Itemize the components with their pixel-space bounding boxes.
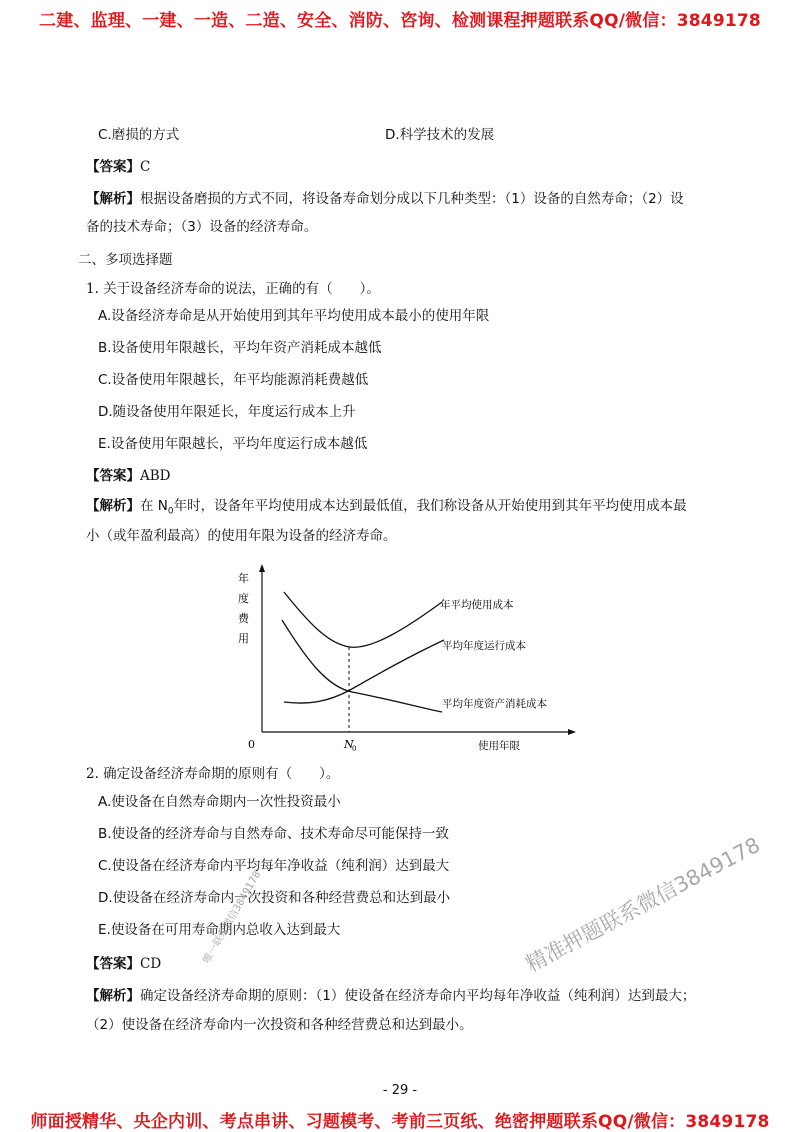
q1-analysis-line2: 小（或年盈利最高）的使用年限为设备的经济寿命。 [86, 528, 397, 544]
cost-curve-diagram [228, 562, 578, 758]
curve-label-operating: 平均年度运行成本 [442, 640, 526, 652]
annual-avg-cost-curve [284, 592, 442, 647]
prev-analysis-line1 [86, 190, 684, 208]
analysis-label: 【解析】 [86, 498, 140, 514]
q1-option-b: B.设备使用年限越长，平均年资产消耗成本越低 [98, 340, 382, 356]
footer-banner: 师面授精华、央企内训、考点串讲、习题模考、考前三页纸、绝密押题联系QQ/微信：3849178 [30, 1112, 770, 1132]
q1-option-a: A.设备经济寿命是从开始使用到其年平均使用成本最小的使用年限 [98, 308, 490, 324]
prev-option-d: D.科学技术的发展 [385, 127, 495, 143]
q2-option-d: D.使设备在经济寿命内一次投资和各种经营费总和达到最小 [98, 890, 451, 906]
analysis-sub: 0 [167, 506, 174, 517]
watermark-small: 唯一联系微信3849178 [201, 869, 264, 966]
q2-analysis-line1 [86, 987, 695, 1005]
page-number: - 29 - [382, 1083, 418, 1098]
prev-option-c: C.磨损的方式 [98, 127, 180, 143]
analysis-label: 【解析】 [86, 988, 140, 1004]
x-axis-label: 使用年限 [478, 740, 520, 752]
y-label-char-2: 度 [238, 592, 249, 605]
prev-answer [86, 158, 150, 176]
n0-subscript: 0 [352, 745, 357, 753]
answer-value: ABD [140, 468, 171, 484]
watermark-large: 精准押题联系微信3849178 [521, 832, 765, 977]
q1-option-d: D.随设备使用年限延长，年度运行成本上升 [98, 404, 356, 420]
answer-value: C [140, 159, 151, 175]
q1-stem: 1. 关于设备经济寿命的说法，正确的有（ ）。 [86, 281, 380, 297]
analysis-text: 根据设备磨损的方式不同，将设备寿命划分成以下几种类型：（1）设备的自然寿命；（2）设 [140, 191, 684, 207]
curve-label-asset: 平均年度资产消耗成本 [442, 698, 547, 710]
analysis-post: 年时，设备年平均使用成本达到最低值，我们称设备从开始使用到其年平均使用成本最 [173, 498, 687, 514]
q2-analysis-line2: （2）使设备在经济寿命内一次投资和各种经营费总和达到最小。 [86, 1017, 473, 1033]
asset-consumption-cost-curve [282, 620, 442, 712]
analysis-label: 【解析】 [86, 191, 140, 207]
answer-value: CD [140, 956, 162, 972]
operating-cost-curve [284, 640, 444, 703]
q1-option-e: E.设备使用年限越长，平均年度运行成本越低 [98, 436, 368, 452]
curve-label-annual-avg: 年平均使用成本 [440, 599, 514, 611]
x-axis-arrow [568, 729, 576, 735]
n0-label: N [344, 738, 354, 751]
q2-option-c: C.使设备在经济寿命内平均每年净收益（纯利润）达到最大 [98, 858, 450, 874]
answer-label: 【答案】 [86, 956, 140, 972]
q2-stem: 2. 确定设备经济寿命期的原则有（ ）。 [86, 766, 340, 782]
header-banner: 二建、监理、一建、一造、二造、安全、消防、咨询、检测课程押题联系QQ/微信：3849178 [39, 11, 761, 31]
cost-curve-figure [228, 562, 578, 758]
analysis-pre: 在 N [140, 498, 168, 514]
answer-label: 【答案】 [86, 468, 140, 484]
prev-analysis-line2: 备的技术寿命；（3）设备的经济寿命。 [86, 219, 318, 235]
q2-option-a: A.使设备在自然寿命期内一次性投资最小 [98, 794, 341, 810]
q1-option-c: C.设备使用年限越长，年平均能源消耗费越低 [98, 372, 369, 388]
origin-label: 0 [248, 738, 255, 751]
y-axis-arrow [259, 564, 265, 572]
q1-answer [86, 467, 171, 485]
y-label-char-3: 费 [238, 612, 249, 625]
q1-analysis-line1 [86, 497, 687, 521]
y-label-char-4: 用 [238, 632, 249, 645]
analysis-text: 确定设备经济寿命期的原则：（1）使设备在经济寿命内平均每年净收益（纯利润）达到最大； [140, 988, 696, 1004]
answer-label: 【答案】 [86, 159, 140, 175]
q2-option-e: E.使设备在可用寿命期内总收入达到最大 [98, 922, 341, 938]
q2-option-b: B.使设备的经济寿命与自然寿命、技术寿命尽可能保持一致 [98, 826, 450, 842]
y-label-char-1: 年 [238, 572, 249, 585]
q2-answer [86, 955, 161, 973]
section-title: 二、多项选择题 [78, 252, 173, 268]
